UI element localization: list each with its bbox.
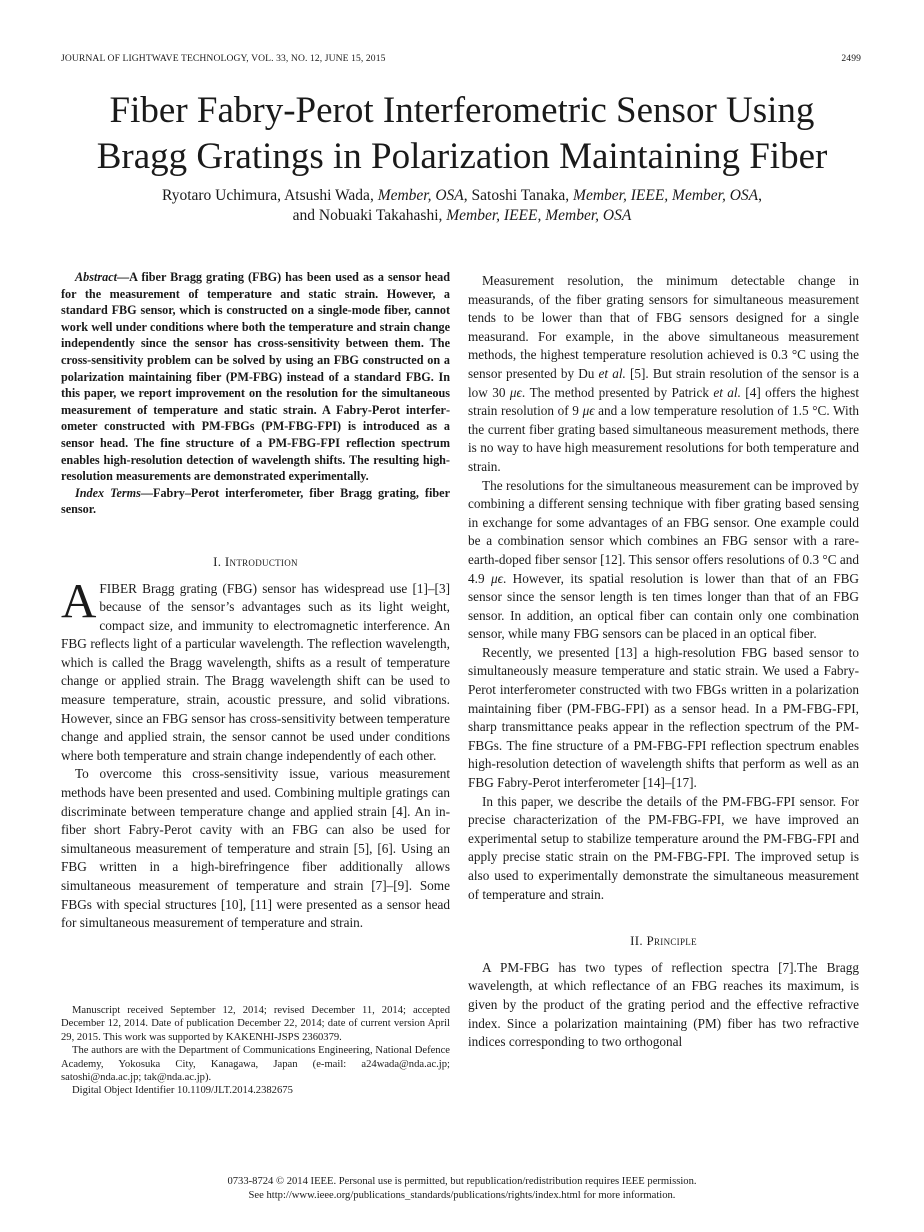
text-run: [4] offers the highest strain resolution of 9: [468, 384, 859, 419]
text-run-italic: et al.: [713, 384, 741, 400]
footnote-authors: The authors are with the Department of Communications Engineering, National Defence Academy, Yokosuka City, Kanagawa, Japan (e-mail: a24wada@nda.ac.jp; satoshi@nda.ac.jp; tak@nda.ac.jp).: [61, 1045, 450, 1084]
title-line-1: Fiber Fabry-Perot Interferometric Sensor Using: [109, 90, 815, 131]
copyright-notice: [60, 1175, 864, 1203]
copyright-line-2: See http://www.ieee.org/publications_standards/publications/rights/index.html for more information.: [248, 1190, 676, 1201]
author-4-affiliation: Member, IEEE, Member, OSA: [446, 207, 632, 224]
running-head: [61, 53, 861, 64]
drop-cap: A: [61, 572, 97, 628]
author-1: Ryotaro Uchimura: [161, 187, 278, 204]
intro-paragraph-2: To overcome this cross-sensitivity issue, various measurement methods have been presented and used. Combining multiple gratings can discriminate between temperature change and applied strain [4]. An in-fiber short Fabry-Perot cavity with an FBG can also be used for simultaneous measurement of temperature and strain [5], [6]. Using an FBG written in a high-birefringence fiber additionally allows simultaneous measurement of temperature and strain [7]–[9]. Some FBGs with special structures [10], [11] were presented as a sensor head for simultaneous measurement of temperature and strain.: [61, 766, 450, 931]
footnote-manuscript: Manuscript received September 12, 2014; revised December 11, 2014; accepted December 12, 2014. Date of publication December 22, 2014; date of current version April 29, 2015. This work was supported by KAKENHI-JSPS 2360379.: [61, 1005, 450, 1043]
author-3-affiliation: Member, IEEE, Member, OSA: [573, 187, 759, 204]
abstract-label: Abstract—: [75, 270, 130, 284]
text-run: . However, its spatial resolution is lower than that of an FBG sensor since the sensor length is ten times longer than that of an FBG sensor. In addition, an optical fiber can contain only one combination sensor, while many FBG sensors can be placed in an optical fiber.: [468, 570, 859, 642]
index-terms-label: Index Terms—: [75, 485, 154, 500]
principle-paragraph-1: A PM-FBG has two types of reflection spectra [7].The Bragg wavelength, at which reflectance of an FBG reaches its maximum, is given by the product of the grating period and the effective refractive index. Since a polarization maintaining (PM) fiber has two refractive indices corresponding to two orthogonal: [468, 959, 859, 1050]
section-heading-introduction: I. Introduction: [213, 553, 298, 569]
body-paragraph-resolution: [468, 272, 859, 477]
author-4: and Nobuaki Takahashi: [292, 207, 439, 224]
page-number: 2499: [841, 53, 861, 64]
paper-title: [40, 88, 884, 180]
left-column: [61, 269, 450, 933]
footnote-doi: Digital Object Identifier 10.1109/JLT.2014.2382675: [72, 1085, 293, 1097]
text-run: and a low temperature resolution of 1.5 °C. With the current fiber grating based simultaneous measurement methods, there is no way to have high measurement resolutions for both temperature and strain.: [468, 403, 860, 474]
body-paragraph-combination: [468, 477, 859, 644]
index-terms-text: Fabry–Perot interferometer, fiber Bragg grating, fiber sensor.: [61, 485, 450, 517]
author-3: Satoshi Tanaka: [471, 187, 566, 204]
author-list: Ryotaro Uchimura, Atsushi Wada, Member, OSA, Satoshi Tanaka, Member, IEEE, Member, OSA, and Nobuaki Takahashi, Member, IEEE, Member, OSA: [161, 187, 763, 224]
section-heading-principle: II. Principle: [630, 933, 697, 949]
copyright-line-1: 0733-8724 © 2014 IEEE. Personal use is permitted, but republication/redistribution requires IEEE permission.: [227, 1176, 697, 1187]
text-run: [5]. But strain resolution of the sensor is a low 30: [468, 365, 859, 400]
journal-citation: JOURNAL OF LIGHTWAVE TECHNOLOGY, VOL. 33, NO. 12, JUNE 15, 2015: [61, 53, 386, 64]
text-run-italic: et al.: [598, 365, 626, 381]
intro-paragraph-1: [61, 572, 450, 766]
intro-paragraph-1-text: FIBER Bragg grating (FBG) sensor has widespread use [1]–[3] because of the sensor’s advantages such as its light weight, compact size, and immunity to electromagnetic interference. An FBG reflects light of a particular wavelength. The reflection wavelength, which is called the Bragg wavelength, shifts as a result of temperature change or applied strain. The Bragg wavelength shift can be used to measure temperature, strain, acoustic pressure, and solid vibrations. However, since an FBG sensor has cross-sensitivity between temperature change and applied strain, the sensor cannot be used under conditions where both temperature and strain change independently of each other.: [61, 580, 450, 763]
author-2-affiliation: Member, OSA: [377, 187, 464, 204]
abstract: [61, 269, 450, 485]
abstract-text: A fiber Bragg grating (FBG) has been used as a sensor head for the measurement of temperature and static strain. However, a standard FBG sensor, which is constructed on a single-mode fiber, cannot work well under conditions where both the temperature and strain change independently since the sensor has cross-sensitivity between them. The cross-sensitivity problem can be solved by using an FBG constructed on a polarization maintaining fiber (PM-FBG) instead of a standard FBG. In this paper, we report improvement on the resolution for the simultaneous measurement of temperature and static strain. A Fabry-Perot interferometer constructed with PM-FBGs (PM-FBG-FPI) is introduced as a sensor head. The fine structure of a PM-FBG-FPI reflection spectrum enables high-resolution detection of wavelength shifts. The resulting high-resolution measurements are demonstrated experimentally.: [61, 270, 450, 484]
math-symbol: μϵ: [490, 570, 503, 586]
text-run: The resolutions for the simultaneous measurement can be improved by combining a different sensing technique with fiber grating based sensing in exchange for some advantages of an FBG sensor. One example could be a combination sensor which combines an FBG sensor with a rare-earth-doped fiber sensor [12]. This sensor offers resolutions of 0.3 °C and 4.9: [468, 477, 859, 586]
right-column: [468, 272, 859, 1052]
footnotes: [61, 1004, 450, 1098]
text-run: Measurement resolution, the minimum detectable change in measurands, of the fiber grating sensors for simultaneous measurement tends to be lower than that of FBG sensors designed for a single measurand. For example, in the above simultaneous measurement methods, the highest temperature resolution achieved is 0.3 °C using the sensor presented by Du: [468, 273, 859, 381]
math-symbol: μϵ: [582, 403, 595, 419]
index-terms: [61, 485, 450, 518]
body-paragraph-recently: Recently, we presented [13] a high-resolution FBG based sensor to simultaneously measure temperature and static strain. We used a Fabry-Perot interferometer constructed with two FBGs written in a polarization maintaining fiber (PM-FBG-FPI) as a sensor head. In a PM-FBG-FPI, sharp transmittance peaks appear in the reflection spectrum of the PM-FBGs. The fine structure of a PM-FBG-FPI reflection spectrum enables high-resolution detection of wavelength shifts that perform as well as an FBG Fabry-Perot interferometer [14]–[17].: [468, 644, 859, 791]
body-paragraph-this-paper: In this paper, we describe the details of the PM-FBG-FPI sensor. For precise characterization of the PM-FBG-FPI, we have improved an experimental setup to stabilize temperature around the PM-FBG-FPI and apply precise static strain on the PM-FBG-FPI. The improved setup is also used to experimentally demonstrate the simultaneous measurement of temperature and strain.: [468, 793, 859, 902]
author-2: Atsushi Wada: [284, 187, 370, 204]
math-symbol: μϵ: [509, 384, 522, 400]
text-run: . The method presented by Patrick: [521, 384, 714, 400]
title-line-2: Bragg Gratings in Polarization Maintaining Fiber: [96, 136, 828, 177]
